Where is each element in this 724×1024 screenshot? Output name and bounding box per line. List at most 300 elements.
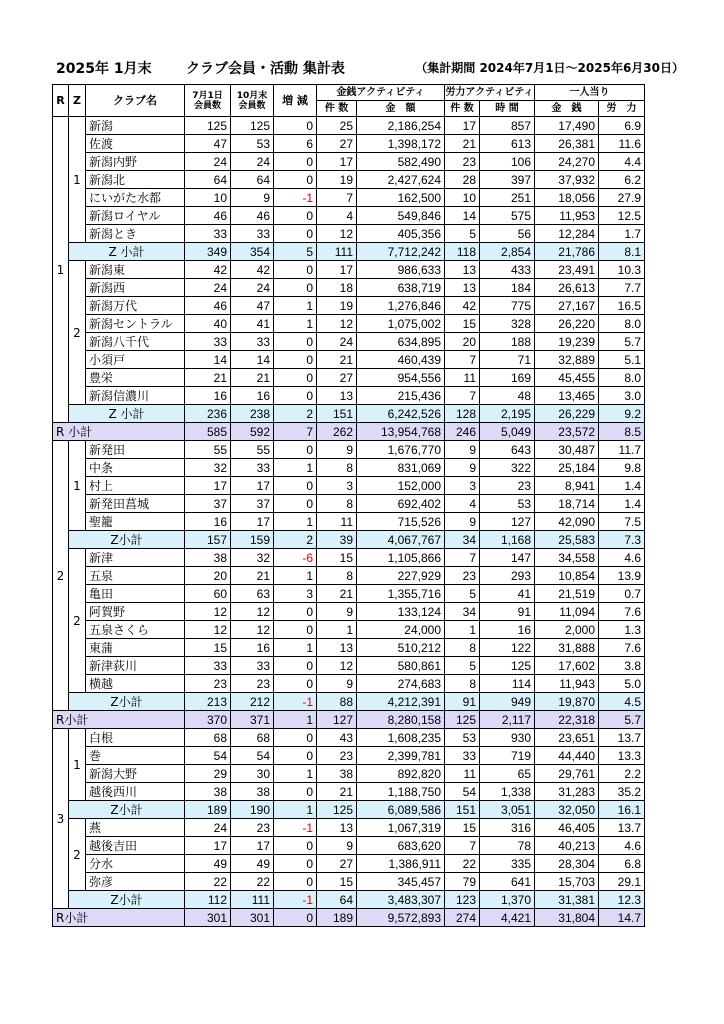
cell-oct: 354 (231, 243, 274, 261)
cell-oct: 46 (231, 207, 274, 225)
cell-pmoney: 31,283 (535, 783, 599, 801)
cell-count: 9 (317, 675, 357, 693)
cell-jul: 213 (185, 693, 231, 711)
cell-change: 1 (274, 459, 317, 477)
cell-hours: 857 (480, 117, 535, 135)
cell-lcount: 9 (445, 513, 480, 531)
table-row (53, 369, 645, 387)
club-name: 新潟内野 (86, 153, 185, 171)
cell-count: 25 (317, 117, 357, 135)
cell-count: 127 (317, 711, 357, 729)
zone-subtotal-label: Z小計 (69, 891, 185, 909)
cell-oct: 16 (231, 639, 274, 657)
cell-lcount: 20 (445, 333, 480, 351)
club-name: 分水 (86, 855, 185, 873)
cell-count: 1 (317, 621, 357, 639)
club-name: 巻 (86, 747, 185, 765)
cell-hours: 125 (480, 657, 535, 675)
cell-lcount: 15 (445, 819, 480, 837)
cell-lcount: 246 (445, 423, 480, 441)
cell-amount: 162,500 (357, 189, 445, 207)
cell-amount: 2,427,624 (357, 171, 445, 189)
cell-plabor: 4.6 (599, 837, 645, 855)
table-row (53, 819, 645, 837)
cell-lcount: 11 (445, 369, 480, 387)
club-name: 五泉 (86, 567, 185, 585)
cell-pmoney: 2,000 (535, 621, 599, 639)
cell-oct: 68 (231, 729, 274, 747)
cell-amount: 3,483,307 (357, 891, 445, 909)
cell-change: 0 (274, 675, 317, 693)
cell-jul: 21 (185, 369, 231, 387)
cell-hours: 775 (480, 297, 535, 315)
cell-change: 0 (274, 621, 317, 639)
header-club-name: クラブ名 (86, 85, 185, 117)
cell-change: 0 (274, 387, 317, 405)
club-name: 新潟信濃川 (86, 387, 185, 405)
table-body (53, 117, 645, 927)
cell-amount: 892,820 (357, 765, 445, 783)
cell-hours: 575 (480, 207, 535, 225)
cell-jul: 24 (185, 279, 231, 297)
cell-oct: 14 (231, 351, 274, 369)
cell-jul: 12 (185, 621, 231, 639)
cell-hours: 41 (480, 585, 535, 603)
table-row (53, 333, 645, 351)
cell-amount: 1,075,002 (357, 315, 445, 333)
table-row (53, 279, 645, 297)
cell-plabor: 9.2 (599, 405, 645, 423)
cell-count: 12 (317, 225, 357, 243)
cell-hours: 106 (480, 153, 535, 171)
cell-pmoney: 29,761 (535, 765, 599, 783)
cell-oct: 33 (231, 333, 274, 351)
cell-count: 13 (317, 639, 357, 657)
cell-lcount: 91 (445, 693, 480, 711)
cell-change: 0 (274, 855, 317, 873)
cell-lcount: 28 (445, 171, 480, 189)
table-row (53, 621, 645, 639)
cell-lcount: 5 (445, 657, 480, 675)
cell-hours: 2,195 (480, 405, 535, 423)
region-subtotal-row (53, 711, 645, 729)
cell-plabor: 3.0 (599, 387, 645, 405)
cell-jul: 33 (185, 225, 231, 243)
cell-lcount: 17 (445, 117, 480, 135)
cell-pmoney: 40,213 (535, 837, 599, 855)
zone-number: 1 (69, 441, 86, 531)
cell-pmoney: 26,229 (535, 405, 599, 423)
cell-lcount: 34 (445, 531, 480, 549)
cell-pmoney: 22,318 (535, 711, 599, 729)
report-date: 2025年 1月末 (56, 61, 152, 77)
cell-plabor: 5.7 (599, 711, 645, 729)
cell-plabor: 8.5 (599, 423, 645, 441)
club-name: 聖籠 (86, 513, 185, 531)
cell-change: -1 (274, 189, 317, 207)
cell-jul: 46 (185, 297, 231, 315)
header-per-person: 一人当り (535, 85, 645, 101)
cell-oct: 17 (231, 837, 274, 855)
cell-lcount: 125 (445, 711, 480, 729)
cell-hours: 930 (480, 729, 535, 747)
zone-number: 2 (69, 819, 86, 891)
zone-number: 2 (69, 261, 86, 405)
cell-change: 0 (274, 495, 317, 513)
cell-lcount: 8 (445, 675, 480, 693)
cell-pmoney: 46,405 (535, 819, 599, 837)
cell-oct: 37 (231, 495, 274, 513)
cell-oct: 21 (231, 567, 274, 585)
cell-jul: 157 (185, 531, 231, 549)
cell-oct: 49 (231, 855, 274, 873)
cell-change: 0 (274, 279, 317, 297)
cell-count: 27 (317, 855, 357, 873)
cell-amount: 1,188,750 (357, 783, 445, 801)
club-name: 横越 (86, 675, 185, 693)
cell-oct: 41 (231, 315, 274, 333)
cell-count: 189 (317, 909, 357, 927)
cell-change: 1 (274, 765, 317, 783)
cell-change: 0 (274, 747, 317, 765)
cell-hours: 641 (480, 873, 535, 891)
cell-amount: 2,399,781 (357, 747, 445, 765)
cell-oct: 63 (231, 585, 274, 603)
table-row (53, 549, 645, 567)
cell-jul: 47 (185, 135, 231, 153)
cell-plabor: 4.6 (599, 549, 645, 567)
cell-jul: 38 (185, 783, 231, 801)
cell-amount: 1,355,716 (357, 585, 445, 603)
cell-pmoney: 32,050 (535, 801, 599, 819)
cell-pmoney: 25,583 (535, 531, 599, 549)
cell-hours: 2,117 (480, 711, 535, 729)
cell-amount: 638,719 (357, 279, 445, 297)
cell-lcount: 21 (445, 135, 480, 153)
club-name: 亀田 (86, 585, 185, 603)
cell-jul: 349 (185, 243, 231, 261)
table-row (53, 387, 645, 405)
cell-amount: 1,398,172 (357, 135, 445, 153)
cell-jul: 42 (185, 261, 231, 279)
header-z: Z (69, 85, 86, 117)
cell-pmoney: 23,572 (535, 423, 599, 441)
club-name: 新潟八千代 (86, 333, 185, 351)
cell-jul: 33 (185, 657, 231, 675)
cell-change: -1 (274, 891, 317, 909)
cell-count: 27 (317, 135, 357, 153)
table-row (53, 171, 645, 189)
cell-pmoney: 13,465 (535, 387, 599, 405)
cell-count: 21 (317, 585, 357, 603)
cell-count: 262 (317, 423, 357, 441)
cell-hours: 3,051 (480, 801, 535, 819)
cell-jul: 12 (185, 603, 231, 621)
club-name: 新潟北 (86, 171, 185, 189)
cell-change: 1 (274, 711, 317, 729)
cell-change: 0 (274, 657, 317, 675)
club-name: 東蒲 (86, 639, 185, 657)
cell-oct: 190 (231, 801, 274, 819)
cell-jul: 32 (185, 459, 231, 477)
header-change: 増 減 (274, 85, 317, 117)
cell-change: 1 (274, 297, 317, 315)
header-labor-count: 件 数 (445, 101, 480, 117)
cell-oct: 38 (231, 783, 274, 801)
club-name: 弥彦 (86, 873, 185, 891)
cell-oct: 159 (231, 531, 274, 549)
cell-amount: 24,000 (357, 621, 445, 639)
cell-plabor: 8.1 (599, 243, 645, 261)
club-name: 小須戸 (86, 351, 185, 369)
cell-change: 1 (274, 315, 317, 333)
table-row (53, 513, 645, 531)
cell-count: 9 (317, 603, 357, 621)
cell-hours: 1,338 (480, 783, 535, 801)
cell-plabor: 2.2 (599, 765, 645, 783)
cell-lcount: 4 (445, 495, 480, 513)
header-pp-labor: 労 力 (599, 101, 645, 117)
club-name: 新津荻川 (86, 657, 185, 675)
cell-count: 38 (317, 765, 357, 783)
cell-amount: 7,712,242 (357, 243, 445, 261)
cell-count: 9 (317, 837, 357, 855)
club-name: 村上 (86, 477, 185, 495)
cell-amount: 1,386,911 (357, 855, 445, 873)
table-row (53, 837, 645, 855)
cell-plabor: 3.8 (599, 657, 645, 675)
cell-pmoney: 12,284 (535, 225, 599, 243)
cell-hours: 127 (480, 513, 535, 531)
report-header (56, 58, 686, 80)
cell-pmoney: 42,090 (535, 513, 599, 531)
cell-pmoney: 23,651 (535, 729, 599, 747)
cell-amount: 9,572,893 (357, 909, 445, 927)
cell-amount: 580,861 (357, 657, 445, 675)
cell-lcount: 274 (445, 909, 480, 927)
cell-pmoney: 32,889 (535, 351, 599, 369)
cell-pmoney: 19,239 (535, 333, 599, 351)
header-oct-members: 10月末 会員数 (231, 85, 274, 117)
cell-pmoney: 44,440 (535, 747, 599, 765)
cell-hours: 56 (480, 225, 535, 243)
cell-amount: 582,490 (357, 153, 445, 171)
zone-subtotal-label: Z 小計 (69, 243, 185, 261)
cell-pmoney: 30,487 (535, 441, 599, 459)
zone-subtotal-label: Z 小計 (69, 405, 185, 423)
zone-subtotal-label: Z小計 (69, 531, 185, 549)
cell-hours: 2,854 (480, 243, 535, 261)
cell-lcount: 42 (445, 297, 480, 315)
cell-plabor: 6.2 (599, 171, 645, 189)
cell-oct: 17 (231, 513, 274, 531)
cell-plabor: 12.5 (599, 207, 645, 225)
cell-pmoney: 26,381 (535, 135, 599, 153)
zone-subtotal-row (53, 801, 645, 819)
zone-subtotal-row (53, 531, 645, 549)
cell-hours: 78 (480, 837, 535, 855)
cell-pmoney: 25,184 (535, 459, 599, 477)
cell-count: 111 (317, 243, 357, 261)
cell-amount: 692,402 (357, 495, 445, 513)
cell-pmoney: 11,094 (535, 603, 599, 621)
cell-oct: 54 (231, 747, 274, 765)
cell-change: 1 (274, 801, 317, 819)
table-row (53, 315, 645, 333)
cell-change: -6 (274, 549, 317, 567)
cell-amount: 510,212 (357, 639, 445, 657)
cell-hours: 169 (480, 369, 535, 387)
cell-plabor: 11.7 (599, 441, 645, 459)
cell-change: 0 (274, 153, 317, 171)
cell-hours: 613 (480, 135, 535, 153)
cell-lcount: 15 (445, 315, 480, 333)
cell-plabor: 7.5 (599, 513, 645, 531)
cell-pmoney: 34,558 (535, 549, 599, 567)
cell-plabor: 8.0 (599, 369, 645, 387)
cell-count: 125 (317, 801, 357, 819)
cell-oct: 16 (231, 387, 274, 405)
cell-oct: 21 (231, 369, 274, 387)
table-row (53, 747, 645, 765)
region-number: 3 (53, 729, 69, 909)
cell-lcount: 3 (445, 477, 480, 495)
cell-count: 15 (317, 873, 357, 891)
cell-hours: 65 (480, 765, 535, 783)
cell-jul: 24 (185, 819, 231, 837)
cell-oct: 12 (231, 621, 274, 639)
cell-plabor: 7.6 (599, 639, 645, 657)
cell-oct: 24 (231, 153, 274, 171)
cell-amount: 683,620 (357, 837, 445, 855)
cell-change: 0 (274, 333, 317, 351)
cell-lcount: 10 (445, 189, 480, 207)
cell-count: 8 (317, 459, 357, 477)
cell-lcount: 9 (445, 441, 480, 459)
cell-jul: 33 (185, 333, 231, 351)
cell-amount: 1,608,235 (357, 729, 445, 747)
cell-count: 12 (317, 315, 357, 333)
cell-lcount: 7 (445, 387, 480, 405)
cell-hours: 5,049 (480, 423, 535, 441)
cell-plabor: 8.0 (599, 315, 645, 333)
cell-hours: 147 (480, 549, 535, 567)
cell-jul: 38 (185, 549, 231, 567)
table-row (53, 675, 645, 693)
cell-change: 0 (274, 909, 317, 927)
club-name: 豊栄 (86, 369, 185, 387)
zone-subtotal-label: Z小計 (69, 801, 185, 819)
cell-amount: 986,633 (357, 261, 445, 279)
cell-oct: 33 (231, 657, 274, 675)
cell-lcount: 23 (445, 567, 480, 585)
cell-jul: 16 (185, 387, 231, 405)
cell-hours: 114 (480, 675, 535, 693)
cell-count: 27 (317, 369, 357, 387)
cell-jul: 16 (185, 513, 231, 531)
cell-amount: 1,067,319 (357, 819, 445, 837)
cell-hours: 53 (480, 495, 535, 513)
table-row (53, 603, 645, 621)
cell-pmoney: 11,943 (535, 675, 599, 693)
cell-oct: 42 (231, 261, 274, 279)
cell-hours: 16 (480, 621, 535, 639)
cell-count: 13 (317, 387, 357, 405)
cell-jul: 17 (185, 477, 231, 495)
cell-hours: 433 (480, 261, 535, 279)
header-money-activity: 金銭アクティビティ (317, 85, 445, 101)
cell-amount: 549,846 (357, 207, 445, 225)
cell-change: 1 (274, 567, 317, 585)
cell-amount: 1,276,846 (357, 297, 445, 315)
cell-hours: 48 (480, 387, 535, 405)
header-money-count: 件 数 (317, 101, 357, 117)
cell-lcount: 22 (445, 855, 480, 873)
cell-lcount: 11 (445, 765, 480, 783)
club-name: 燕 (86, 819, 185, 837)
cell-plabor: 13.9 (599, 567, 645, 585)
cell-oct: 33 (231, 459, 274, 477)
cell-jul: 585 (185, 423, 231, 441)
cell-jul: 49 (185, 855, 231, 873)
cell-hours: 643 (480, 441, 535, 459)
table-row (53, 873, 645, 891)
cell-lcount: 33 (445, 747, 480, 765)
cell-amount: 1,676,770 (357, 441, 445, 459)
cell-pmoney: 24,270 (535, 153, 599, 171)
cell-amount: 460,439 (357, 351, 445, 369)
cell-plabor: 13.7 (599, 729, 645, 747)
cell-jul: 29 (185, 765, 231, 783)
table-row (53, 351, 645, 369)
cell-plabor: 10.3 (599, 261, 645, 279)
cell-count: 4 (317, 207, 357, 225)
cell-jul: 40 (185, 315, 231, 333)
cell-change: 0 (274, 873, 317, 891)
cell-plabor: 7.3 (599, 531, 645, 549)
cell-lcount: 123 (445, 891, 480, 909)
cell-change: 0 (274, 207, 317, 225)
cell-oct: 33 (231, 225, 274, 243)
cell-oct: 32 (231, 549, 274, 567)
cell-hours: 1,370 (480, 891, 535, 909)
cell-jul: 236 (185, 405, 231, 423)
header-jul-members: 7月1日 会員数 (185, 85, 231, 117)
table-row (53, 153, 645, 171)
table-row (53, 441, 645, 459)
cell-jul: 370 (185, 711, 231, 729)
region-subtotal-label: R小計 (53, 909, 185, 927)
cell-pmoney: 27,167 (535, 297, 599, 315)
cell-lcount: 13 (445, 261, 480, 279)
cell-lcount: 1 (445, 621, 480, 639)
cell-jul: 10 (185, 189, 231, 207)
cell-count: 7 (317, 189, 357, 207)
cell-count: 88 (317, 693, 357, 711)
cell-lcount: 118 (445, 243, 480, 261)
cell-pmoney: 17,602 (535, 657, 599, 675)
cell-pmoney: 10,854 (535, 567, 599, 585)
cell-amount: 2,186,254 (357, 117, 445, 135)
cell-amount: 274,683 (357, 675, 445, 693)
club-name: 新潟万代 (86, 297, 185, 315)
club-name: 新潟東 (86, 261, 185, 279)
cell-oct: 22 (231, 873, 274, 891)
zone-number: 2 (69, 549, 86, 693)
cell-pmoney: 11,953 (535, 207, 599, 225)
cell-lcount: 14 (445, 207, 480, 225)
club-name: 五泉さくら (86, 621, 185, 639)
